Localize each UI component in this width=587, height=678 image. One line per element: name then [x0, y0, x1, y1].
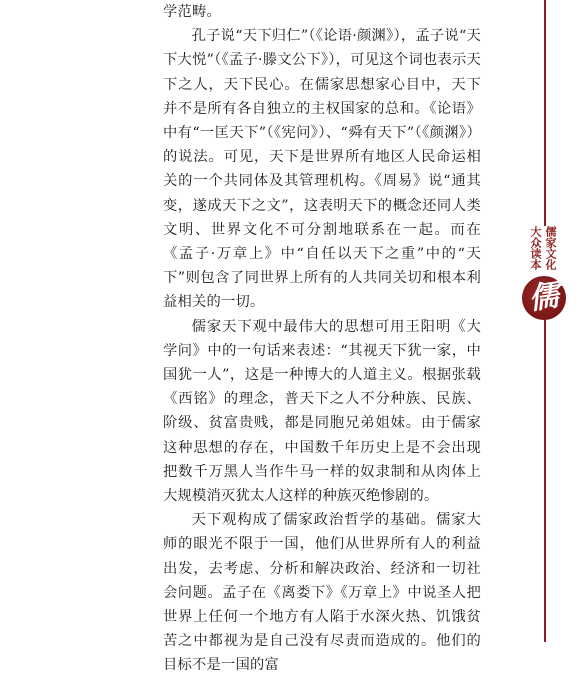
paragraph-2: 孔子说“天下归仁”（《论语·颜渊》），孟子说“天下大悦”（《孟子·滕文公下》），可见这个词也表示天下之人，天下民心。在儒家思想家心目中，天下并不是所有各自独立的主权国家的总和。《论语》中有“一匡天下”（《宪问》）、“舜有天下”（《颜渊》）的说法。可见，天下是世界所有地区人民命运相关的一个共同体及其管理机构。《周易》说“通其变，遂成天下之文”，这表明天下的概念还同人类文明、世界文化不可分割地联系在一起。而在《孟子·万章上》中“自任以天下之重”中的“天下”则包含了同世界上所有的人共同关切和根本利益相关的一切。 — [163, 28, 481, 311]
body-text — [163, 0, 481, 678]
margin-rule — [544, 0, 546, 642]
ru-emblem-icon — [522, 276, 566, 320]
series-label-right: 儒家文化 — [544, 226, 557, 270]
series-label — [524, 226, 562, 280]
paragraph-1: 学范畴。 — [163, 4, 221, 20]
paragraph-4: 天下观构成了儒家政治哲学的基础。儒家大师的眼光不限于一国，他们从世界所有人的利益出发，去考虑、分析和解决政治、经济和一切社会问题。孟子在《离娄下》《万章上》中说圣人把世界上任何一个地方有人陷于水深火热、饥饿贫苦之中都视为是自己没有尽责而造成的。他们的目标不是一国的富 — [163, 512, 481, 674]
paragraph-3: 儒家天下观中最伟大的思想可用王阳明《大学问》中的一句话来表述：“其视天下犹一家，中国犹一人”，这是一种博大的人道主义。根据张载《西铭》的理念，普天下之人不分种族、民族、阶级、贫富贵贱，都是同胞兄弟姐妹。由于儒家这种思想的存在，中国数千年历史上是不会出现把数千万黑人当作牛马一样的奴隶制和从肉体上大规模消灭犹太人这样的种族灭绝惨剧的。 — [163, 318, 481, 505]
ru-emblem-char: 儒 — [526, 278, 562, 317]
series-label-left: 大众读本 — [529, 226, 542, 270]
